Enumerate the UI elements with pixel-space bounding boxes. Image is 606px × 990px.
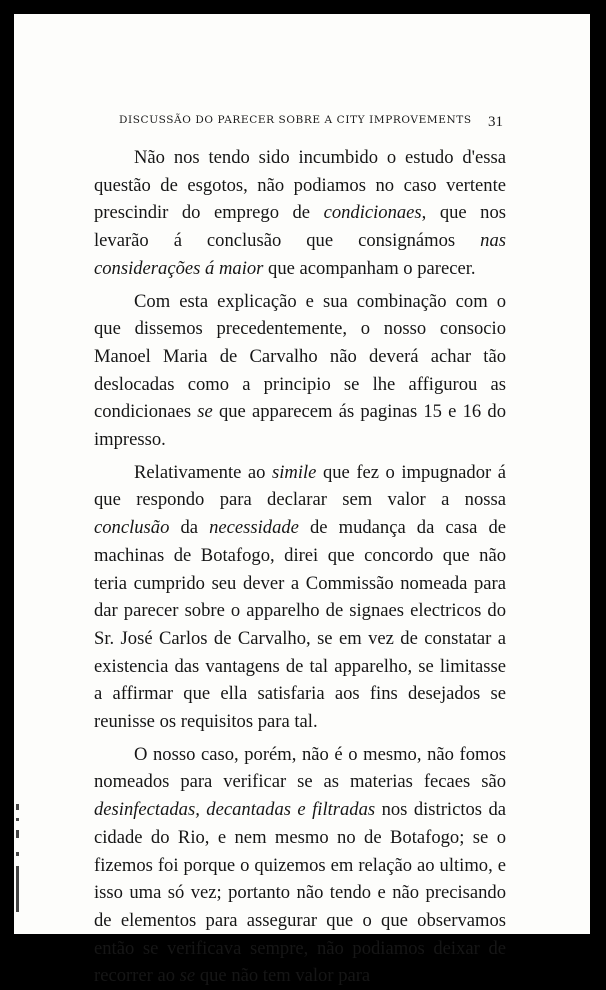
text-run: O nosso caso, porém, não é o mesmo, não fomos nomeados para verificar se as materias fecaes são [94, 743, 506, 793]
italic-text: necessidade [209, 517, 299, 539]
italic-text: se [197, 401, 213, 423]
paragraph [94, 288, 506, 454]
book-page [14, 14, 590, 987]
text-run: que acompanham o parecer. [263, 257, 476, 279]
text-run: , que nos levarão á conclusão que consignámos [94, 202, 507, 252]
paragraph [94, 459, 506, 736]
italic-text: simile [272, 461, 317, 483]
body-text [94, 144, 506, 990]
text-run: nos districtos da cidade do Rio, e nem mesmo no de Botafogo; se o fizemos foi porque o quizemos em relação ao ultimo, e isso uma só vez; portanto não tendo e não precisando de elementos para assegurar que o que observamos então se verificava sempre, não podiamos deixar de recorrer ao [94, 799, 506, 987]
paragraph [94, 741, 506, 990]
italic-text: nas considerações á maior [94, 230, 506, 279]
italic-text: condicionaes [323, 202, 422, 224]
text-run: Não nos tendo sido incumbido o estudo d'essa questão de esgotos, não podiamos no caso vertente prescindir do emprego de [94, 147, 506, 224]
paragraph [94, 144, 506, 283]
text-run: que apparecem ás paginas 15 e 16 do impresso. [94, 401, 506, 451]
italic-text: se [179, 965, 196, 987]
text-run: da [169, 517, 210, 539]
text-run: Relativamente ao [134, 461, 272, 483]
text-run: de mudança da casa de machinas de Botafogo, direi que concordo que não teria cumprido seu dever a Commissão nomeada para dar parecer sobre o apparelho de signaes electricos do Sr. José Carlos de Carvalho, se em vez de constatar a existencia das vantagens de tal apparelho, se limitasse a affirmar que ella satisfaria aos fins desejados se reunisse os requisitos para tal. [94, 517, 506, 733]
binding-edge-marks [14, 804, 22, 924]
text-run: Com esta explicação e sua combinação com o que dissemos precedentemente, o nosso consocio Manoel Maria de Carvalho não deverá achar tão deslocadas como a principio se lhe affigurou as condicionaes [94, 290, 506, 423]
text-run: que fez o impugnador á que respondo para declarar sem valor a nossa [94, 461, 506, 511]
running-header: DISCUSSÃO DO PARECER SOBRE A CITY IMPROVEMENTS [119, 114, 472, 126]
italic-text: conclusão [94, 517, 170, 539]
page-number: 31 [488, 114, 503, 130]
italic-text: desinfectadas, decantadas e filtradas [94, 799, 376, 821]
text-run: que não tem valor para [195, 965, 371, 987]
